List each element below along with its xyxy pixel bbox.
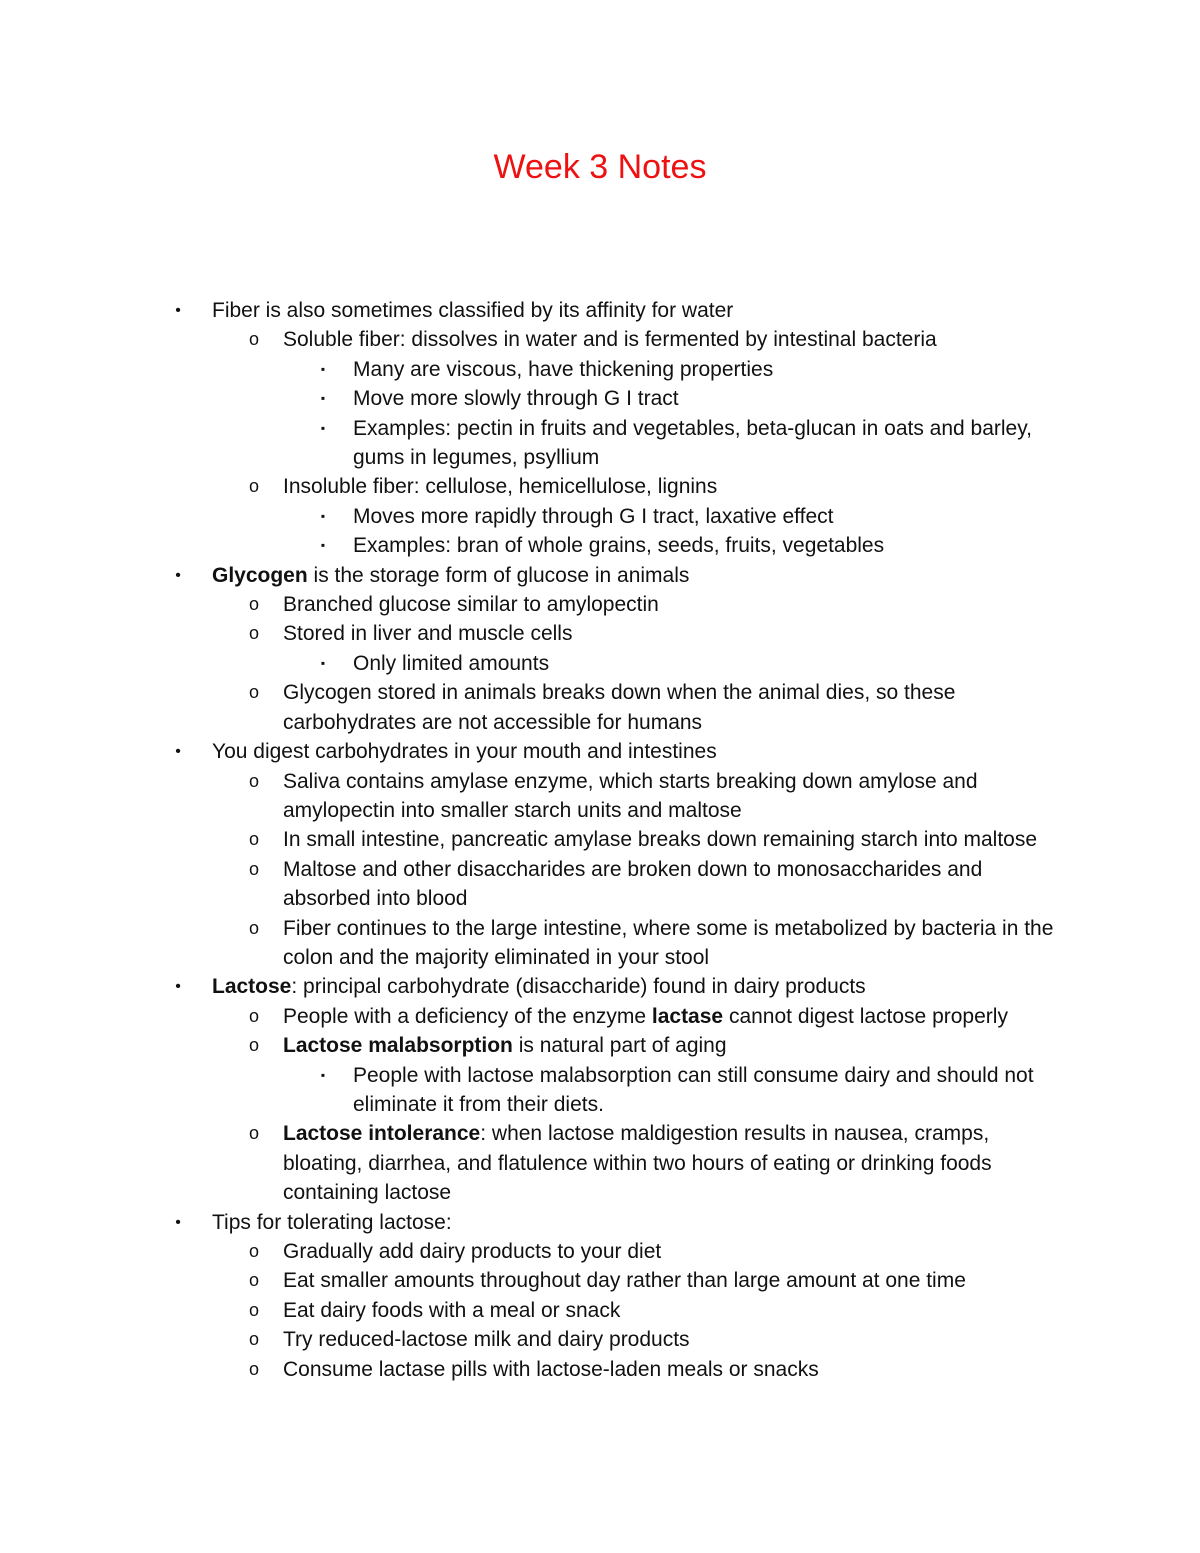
list-item-text: Glycogen stored in animals breaks down when the animal dies, so these carbohydrates are not accessible for humans [283, 681, 956, 734]
bold-term: Glycogen [212, 563, 308, 587]
list-item [0, 531, 1200, 560]
bullet-icon: • [175, 566, 181, 584]
bold-term: lactase [651, 1004, 724, 1028]
square-bullet-icon: ▪ [320, 1067, 326, 1082]
circle-bullet-icon: o [248, 1241, 259, 1261]
list-item [0, 678, 1200, 737]
list-item [0, 737, 1200, 766]
list-item [0, 502, 1200, 531]
square-bullet-icon: ▪ [320, 655, 326, 670]
square-bullet-icon: ▪ [320, 538, 326, 553]
circle-bullet-icon: o [248, 1299, 259, 1320]
list-item-text: Try reduced-lactose milk and dairy products [283, 1328, 690, 1352]
circle-bullet-icon: o [248, 329, 259, 350]
square-bullet-icon: ▪ [320, 508, 326, 523]
list-item [0, 355, 1200, 384]
list-item-text [283, 1031, 1073, 1060]
bullet-icon: • [175, 302, 181, 319]
list-item-text [212, 972, 1092, 1001]
list-item-text: Branched glucose similar to amylopectin [283, 593, 659, 617]
bullet-icon: • [175, 743, 181, 761]
circle-bullet-icon: o [248, 1358, 259, 1379]
list-item [0, 1208, 1200, 1237]
list-item [0, 1296, 1200, 1325]
list-item [0, 590, 1200, 619]
list-item-text: Insoluble fiber: cellulose, hemicellulose, lignins [283, 475, 718, 499]
list-item-text: Consume lactase pills with lactose-laden meals or snacks [283, 1357, 819, 1381]
text-segment: is natural part of aging [512, 1034, 727, 1058]
notes-list [0, 296, 1200, 1384]
circle-bullet-icon: o [248, 770, 259, 791]
list-item-text: You digest carbohydrates in your mouth and intestines [212, 740, 717, 764]
circle-bullet-icon: o [248, 1123, 259, 1144]
circle-bullet-icon: o [248, 1329, 259, 1350]
term-description: is the storage form of glucose in animals [307, 563, 690, 587]
bold-term: Lactose intolerance [283, 1122, 481, 1146]
list-item-text [212, 561, 1092, 590]
list-item [0, 1355, 1200, 1384]
list-item [0, 325, 1200, 354]
text-segment: cannot digest lactose properly [723, 1004, 1008, 1028]
circle-bullet-icon: o [248, 829, 259, 850]
list-item-text: Moves more rapidly through G I tract, laxative effect [353, 504, 834, 528]
list-item-text: Stored in liver and muscle cells [283, 622, 573, 646]
list-item [0, 1061, 1200, 1120]
circle-bullet-icon: o [248, 1270, 259, 1291]
list-item [0, 767, 1200, 826]
page-title: Week 3 Notes [493, 148, 707, 186]
list-item-text: Maltose and other disaccharides are broken down to monosaccharides and absorbed into blood [283, 857, 983, 911]
list-item-text: Eat dairy foods with a meal or snack [283, 1298, 621, 1322]
list-item [0, 1325, 1200, 1354]
square-bullet-icon: ▪ [320, 391, 326, 406]
list-item [0, 825, 1200, 854]
bullet-icon: • [175, 1213, 181, 1231]
list-item-text: Soluble fiber: dissolves in water and is fermented by intestinal bacteria [283, 328, 937, 352]
list-item [0, 619, 1200, 648]
list-item [0, 1237, 1200, 1266]
list-item-text: Fiber is also sometimes classified by its affinity for water [212, 299, 734, 322]
circle-bullet-icon: o [248, 858, 259, 879]
list-item [0, 472, 1200, 501]
list-item-text: Tips for tolerating lactose: [212, 1210, 452, 1234]
square-bullet-icon: ▪ [320, 361, 326, 376]
list-item [0, 561, 1200, 590]
list-item [0, 1031, 1200, 1060]
square-bullet-icon: ▪ [320, 420, 326, 435]
list-item-text [283, 1002, 1073, 1031]
list-item [0, 1119, 1200, 1207]
circle-bullet-icon: o [248, 1035, 259, 1056]
list-item-text: Only limited amounts [353, 651, 550, 675]
list-item-text: Examples: bran of whole grains, seeds, fruits, vegetables [353, 534, 885, 558]
circle-bullet-icon: o [248, 917, 259, 938]
text-segment: People with a deficiency of the enzyme [283, 1004, 652, 1028]
circle-bullet-icon: o [248, 476, 259, 497]
list-item [0, 296, 1200, 325]
list-item [0, 414, 1200, 473]
list-item-text: Saliva contains amylase enzyme, which starts breaking down amylose and amylopectin into smaller starch units and maltose [283, 769, 978, 822]
list-item [0, 384, 1200, 413]
circle-bullet-icon: o [248, 1005, 259, 1026]
text-segment: : when lactose maldigestion results in nausea, cramps, bloating, diarrhea, and flatulence within two hours of eating or drinking foods containing lactose [283, 1122, 992, 1205]
list-item-text: People with lactose malabsorption can still consume dairy and should not eliminate it from their diets. [353, 1063, 1034, 1116]
circle-bullet-icon: o [248, 682, 259, 703]
circle-bullet-icon: o [248, 594, 259, 615]
circle-bullet-icon: o [248, 623, 259, 644]
list-item-text: Gradually add dairy products to your diet [283, 1240, 662, 1263]
list-item [0, 914, 1200, 973]
list-item-text: Move more slowly through G I tract [353, 387, 679, 411]
bold-term: Lactose malabsorption [283, 1034, 513, 1058]
list-item-text: Eat smaller amounts throughout day rather than large amount at one time [283, 1269, 966, 1293]
list-item [0, 649, 1200, 678]
list-item [0, 855, 1200, 914]
list-item-text: Examples: pectin in fruits and vegetables, beta-glucan in oats and barley, gums in legumes, psyllium [353, 416, 1033, 470]
bullet-icon: • [175, 978, 181, 996]
list-item [0, 1266, 1200, 1295]
list-item [0, 1002, 1200, 1031]
list-item-text: Many are viscous, have thickening properties [353, 357, 774, 381]
bold-term: Lactose [212, 975, 292, 999]
list-item [0, 972, 1200, 1001]
list-item-text: Fiber continues to the large intestine, where some is metabolized by bacteria in the colon and the majority eliminated in your stool [283, 916, 1054, 969]
term-description: : principal carbohydrate (disaccharide) found in dairy products [291, 975, 866, 999]
list-item-text [283, 1119, 1073, 1207]
list-item-text: In small intestine, pancreatic amylase breaks down remaining starch into maltose [283, 828, 1038, 852]
